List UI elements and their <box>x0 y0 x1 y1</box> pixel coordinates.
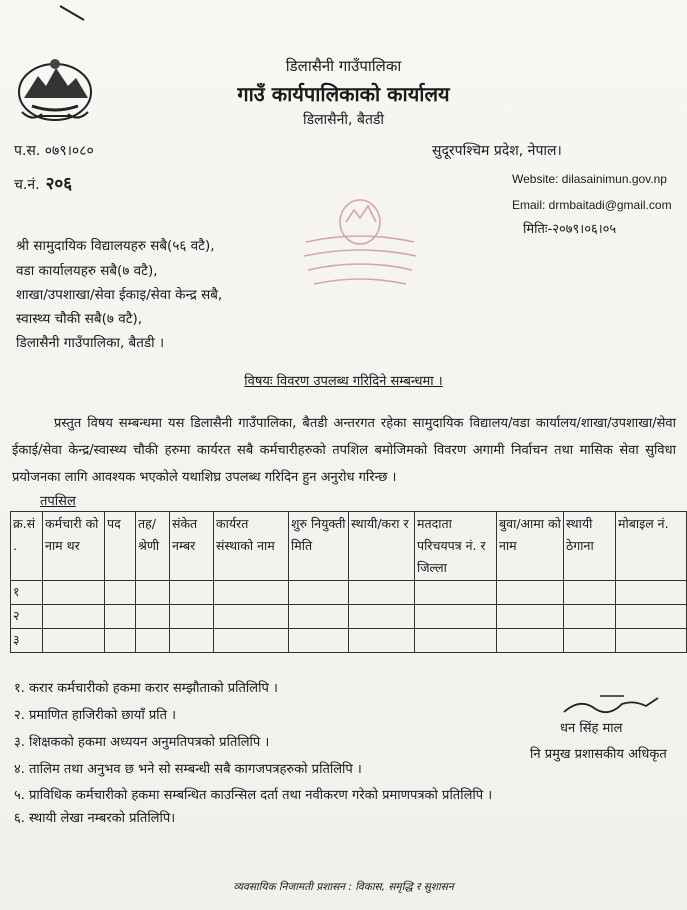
addressee-line: वडा कार्यालयहरु सबै(७ वटै), <box>16 263 158 279</box>
addressee-line: डिलासैनी गाउँपालिका, बैतडी । <box>16 335 165 351</box>
table-header-row <box>11 512 687 581</box>
letter-pasa: प.स. ०७९।०८० <box>14 143 94 159</box>
pen-mark <box>58 4 88 22</box>
column-header: क्र.सं . <box>11 512 43 581</box>
row-number: २ <box>11 605 43 629</box>
tapsil-heading: तपसिल <box>40 494 76 509</box>
enclosure-item: २. प्रमाणित हाजिरीको छायाँ प्रति । <box>14 708 177 723</box>
signatory-name: धन सिंह माल <box>560 721 623 736</box>
province-text: सुदूरपश्चिम प्रदेश, नेपाल। <box>432 143 562 159</box>
office-location: डिलासैनी, बैतडी <box>302 112 385 128</box>
column-header: कर्मचारी को नाम थर <box>43 512 105 581</box>
table-row <box>11 629 687 653</box>
column-header: स्थायी/करा र <box>349 512 415 581</box>
enclosure-item: १. करार कर्मचारीको हकमा करार सम्झौताको प्रतिलिपि । <box>14 681 278 696</box>
footer-motto: व्यवसायिक निजामती प्रशासन : विकास, समृद्धि र सुशासन <box>233 881 454 893</box>
column-header: बुवा/आमा को नाम <box>497 512 564 581</box>
column-header: पद <box>105 512 136 581</box>
enclosure-item: ४. तालिम तथा अनुभव छ भने सो सम्बन्धी सबै कागजपत्रहरुको प्रतिलिपि । <box>14 762 362 777</box>
office-title: गाउँ कार्यपालिकाको कार्यालय <box>237 82 450 106</box>
addressee-line: शाखा/उपशाखा/सेवा ईकाइ/सेवा केन्द्र सबै, <box>16 287 223 303</box>
office-stamp <box>298 186 422 294</box>
chalani-label: च.नं. <box>14 177 40 193</box>
enclosure-item: ६. स्थायी लेखा नम्बरको प्रतिलिपि। <box>14 811 176 826</box>
addressee-line: स्वास्थ्य चौकी सबै(७ वटै), <box>16 311 143 327</box>
column-header: मोबाइल नं. <box>616 512 687 581</box>
website-text: Website: dilasainimun.gov.np <box>512 172 667 186</box>
column-header: मतदाता परिचयपत्र नं. र जिल्ला <box>415 512 497 581</box>
table-row <box>11 581 687 605</box>
column-header: कार्यरत संस्थाको नाम <box>214 512 289 581</box>
addressee-line: श्री सामुदायिक विद्यालयहरु सबै(५६ वटै), <box>16 238 215 254</box>
employee-details-table <box>10 511 687 653</box>
table-row <box>11 605 687 629</box>
column-header: संकेत नम्बर <box>170 512 214 581</box>
column-header: तह/ श्रेणी <box>136 512 170 581</box>
signature-mark <box>560 692 664 718</box>
subject-text: विषयः विवरण उपलब्ध गरिदिने सम्बन्धमा । <box>244 374 443 389</box>
column-header: स्थायी ठेगाना <box>564 512 616 581</box>
signatory-title: नि प्रमुख प्रशासकीय अधिकृत <box>530 747 667 762</box>
body-paragraph: प्रस्तुत विषय सम्बन्धमा यस डिलासैनी गाउँपालिका, बैतडी अन्तरगत रहेका सामुदायिक विद्यालय/वडा कार्यालय/शाखा/उपशाखा/सेवा ईकाई/सेवा केन्द्र/स्वास्थ्य चौकी हरुमा कार्यरत सबै कर्मचारीहरुको तपशिल बमोजिमको विवरण अगामी निर्वाचन तथा मासिक सेवा सुविधा प्रयोजनका लागि आवश्यक भएकोले यथाशिघ्र उपलब्ध गरिदिन हुन अनुरोध गरिन्छ । <box>12 416 676 485</box>
chalani-number: २०६ <box>45 174 73 194</box>
email-text: Email: drmbaitadi@gmail.com <box>512 198 672 212</box>
row-number: १ <box>11 581 43 605</box>
enclosure-item: ३. शिक्षकको हकमा अध्ययन अनुमतिपत्रको प्रतिलिपि । <box>14 735 270 750</box>
column-header: शुरु नियुक्ती मिति <box>289 512 349 581</box>
enclosure-item: ५. प्राविधिक कर्मचारीको हकमा सम्बन्धित काउन्सिल दर्ता तथा नवीकरण गरेको प्रमाणपत्रको प्रतिलिपि । <box>14 788 493 803</box>
row-number: ३ <box>11 629 43 653</box>
letter-chalani <box>14 171 72 194</box>
letter-date: मितिः-२०७९।०६।०५ <box>523 222 617 237</box>
municipality-name: डिलासैनी गाउँपालिका <box>285 57 402 75</box>
subject-line <box>0 371 687 389</box>
